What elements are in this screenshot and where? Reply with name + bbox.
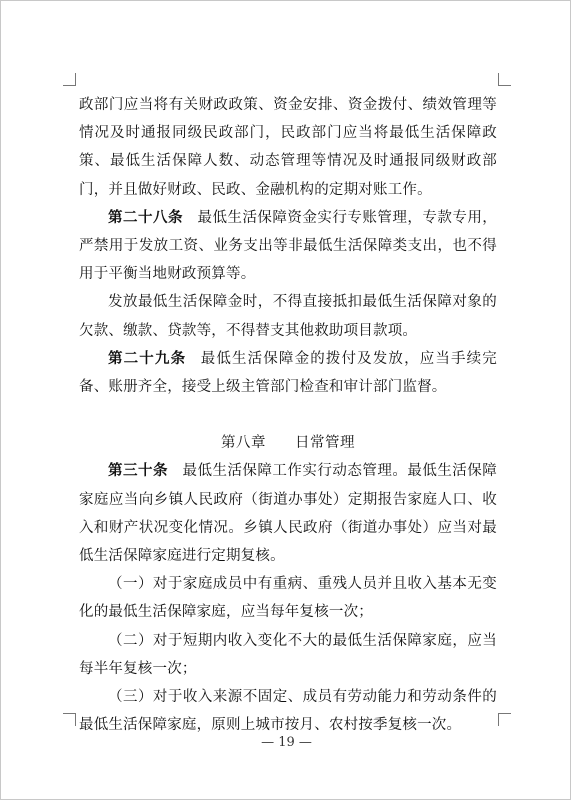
paragraph-1: 政部门应当将有关财政政策、资金安排、资金拨付、绩效管理等情况及时通报同级民政部门，民政部门应当将最低生活保障政策、最低生活保障人数、动态管理等情况及时通报同级财政部门，并且做好财政、民政、金融机构的定期对账工作。 xyxy=(79,97,497,198)
article-28 xyxy=(79,204,497,289)
article-30 xyxy=(79,457,497,570)
body-text xyxy=(79,91,497,739)
article-28-heading: 第二十八条 xyxy=(108,208,183,226)
page-number: — 19 — xyxy=(261,735,312,750)
crop-mark-bottom-left xyxy=(63,713,76,726)
article-30-text: 最低生活保障工作实行动态管理。最低生活保障家庭应当向乡镇人民政府（街道办事处）定期报告家庭人口、收入和财产状况变化情况。乡镇人民政府（街道办事处）应当对最低生活保障家庭进行定期复核。 xyxy=(79,463,497,565)
article-30-heading: 第三十条 xyxy=(108,462,168,480)
article-28-text: 最低生活保障资金实行专账管理，专款专用，严禁用于发放工资、业务支出等非最低生活保障类支出，也不得用于平衡当地财政预算等。 xyxy=(79,209,498,283)
item-1: （一）对于家庭成员中有重病、重残人员并且收入基本无变化的最低生活保障家庭，应当每年复核一次； xyxy=(79,576,497,621)
chapter-number: 第八章 xyxy=(221,435,266,452)
crop-mark-bottom-right xyxy=(498,713,511,726)
article-29-text: 最低生活保障金的拨付及发放，应当手续完备、账册齐全，接受上级主管部门检查和审计部门监督。 xyxy=(79,350,497,396)
crop-mark-top-right xyxy=(498,73,511,86)
article-29-heading: 第二十九条 xyxy=(108,349,187,367)
crop-mark-top-left xyxy=(63,73,76,86)
chapter-title: 日常管理 xyxy=(295,435,355,452)
item-3: （三）对于收入来源不固定、成员有劳动能力和劳动条件的最低生活保障家庭，原则上城市按月、农村按季复核一次。 xyxy=(79,689,497,734)
chapter-heading xyxy=(79,429,497,457)
paragraph-3: 发放最低生活保障金时，不得直接抵扣最低生活保障对象的欠款、缴款、贷款等，不得替支其他救助项目款项。 xyxy=(79,294,497,339)
item-2: （二）对于短期内收入变化不大的最低生活保障家庭，应当每半年复核一次； xyxy=(79,632,497,677)
article-29 xyxy=(79,345,497,401)
